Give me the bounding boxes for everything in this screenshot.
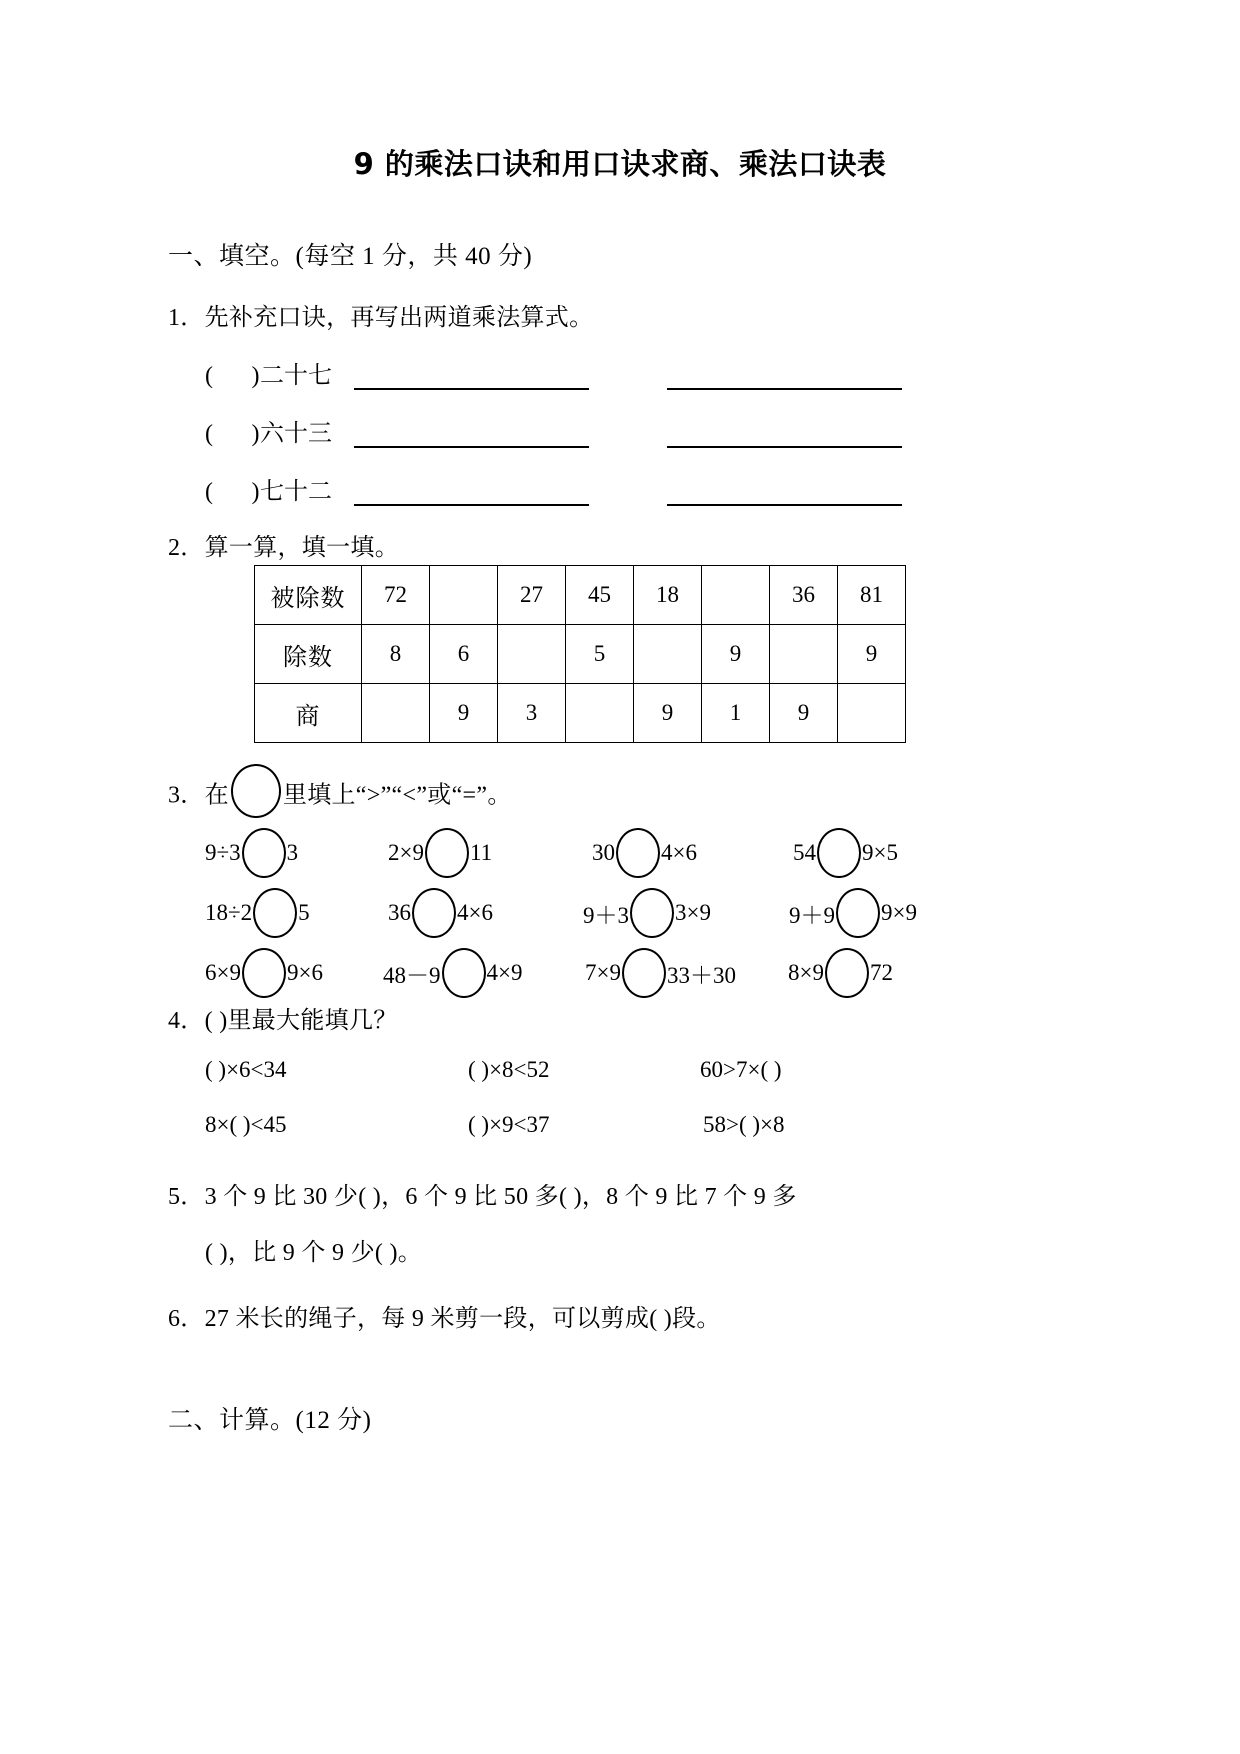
question-5-line-1[interactable]: 5．3 个 9 比 30 少( )，6 个 9 比 50 多( )，8 个 9 比 7 个 9 多 xyxy=(168,1184,797,1210)
table-cell[interactable]: 1 xyxy=(702,684,770,743)
fill-blank-expression[interactable]: 8×( )<45 xyxy=(205,1112,287,1137)
compare-item xyxy=(205,828,298,878)
row-label-quotient: 商 xyxy=(255,684,362,743)
table-cell[interactable] xyxy=(566,684,634,743)
question-6-line[interactable]: 6．27 米长的绳子，每 9 米剪一段，可以剪成( )段。 xyxy=(168,1306,721,1332)
section-heading-1: 一、填空。(每空 1 分，共 40 分) xyxy=(168,243,533,270)
koujue-text: 六十三 xyxy=(260,421,332,447)
table-row xyxy=(255,566,906,625)
table-row xyxy=(255,625,906,684)
table-cell[interactable]: 45 xyxy=(566,566,634,625)
answer-blank-line[interactable] xyxy=(667,424,902,448)
compare-circle-icon[interactable] xyxy=(817,828,861,878)
koujue-text: 二十七 xyxy=(260,363,332,389)
compare-circle-icon[interactable] xyxy=(630,888,674,938)
koujue-blank-paren[interactable]: ( ) xyxy=(205,363,260,389)
compare-right: 3 xyxy=(286,840,299,865)
compare-circle-icon[interactable] xyxy=(242,948,286,998)
table-cell[interactable] xyxy=(838,684,906,743)
koujue-blank-paren[interactable]: ( ) xyxy=(205,479,260,505)
compare-item xyxy=(793,828,898,878)
table-cell[interactable] xyxy=(498,625,566,684)
table-cell[interactable]: 6 xyxy=(430,625,498,684)
compare-right: 5 xyxy=(298,900,310,925)
compare-right: 4×6 xyxy=(661,840,697,865)
table-cell[interactable]: 81 xyxy=(838,566,906,625)
table-row xyxy=(255,684,906,743)
compare-item xyxy=(205,948,323,998)
compare-left: 2×9 xyxy=(388,840,424,865)
koujue-row-2 xyxy=(205,413,902,448)
table-cell[interactable] xyxy=(770,625,838,684)
compare-item xyxy=(583,888,711,938)
compare-left: 36 xyxy=(388,900,411,925)
compare-circle-icon[interactable] xyxy=(442,948,486,998)
table-cell[interactable]: 9 xyxy=(838,625,906,684)
compare-circle-icon[interactable] xyxy=(825,948,869,998)
fill-blank-expression[interactable]: ( )×6<34 xyxy=(205,1057,287,1082)
question-3-prompt-after: 里填上“>”“<”或“=”。 xyxy=(282,782,512,809)
koujue-row-1 xyxy=(205,355,902,390)
compare-item xyxy=(788,948,893,998)
question-1-prompt: 1．先补充口诀，再写出两道乘法算式。 xyxy=(168,305,594,331)
table-cell[interactable] xyxy=(430,566,498,625)
table-cell[interactable]: 3 xyxy=(498,684,566,743)
compare-item xyxy=(592,828,697,878)
question-3-prompt-before: 3．在 xyxy=(168,782,229,809)
section-heading-2: 二、计算。(12 分) xyxy=(168,1407,372,1434)
compare-left: 48－9 xyxy=(383,962,441,988)
question-5-line-2[interactable]: ( )，比 9 个 9 少( )。 xyxy=(205,1240,423,1266)
question-4-prompt: 4．( )里最大能填几？ xyxy=(168,1008,398,1034)
compare-right: 72 xyxy=(869,960,893,985)
table-cell[interactable] xyxy=(634,625,702,684)
koujue-row-3 xyxy=(205,471,902,506)
compare-left: 30 xyxy=(592,840,615,865)
koujue-text: 七十二 xyxy=(260,479,332,505)
compare-item xyxy=(585,948,736,998)
row-label-divisor: 除数 xyxy=(255,625,362,684)
compare-left: 18÷2 xyxy=(205,900,253,925)
compare-circle-icon[interactable] xyxy=(836,888,880,938)
fill-blank-expression[interactable]: ( )×8<52 xyxy=(468,1057,550,1082)
table-cell[interactable] xyxy=(702,566,770,625)
compare-item xyxy=(388,888,493,938)
compare-item xyxy=(388,828,492,878)
compare-left: 6×9 xyxy=(205,960,241,985)
compare-circle-icon[interactable] xyxy=(622,948,666,998)
compare-left: 9＋3 xyxy=(583,902,629,928)
answer-blank-line[interactable] xyxy=(354,424,589,448)
compare-circle-icon[interactable] xyxy=(616,828,660,878)
compare-left: 9＋9 xyxy=(789,902,835,928)
table-cell[interactable]: 9 xyxy=(770,684,838,743)
table-cell[interactable]: 27 xyxy=(498,566,566,625)
table-cell[interactable]: 5 xyxy=(566,625,634,684)
row-label-dividend: 被除数 xyxy=(255,566,362,625)
compare-circle-icon[interactable] xyxy=(425,828,469,878)
compare-right: 9×6 xyxy=(286,960,323,985)
koujue-blank-paren[interactable]: ( ) xyxy=(205,421,260,447)
compare-item xyxy=(789,888,917,938)
table-cell[interactable]: 72 xyxy=(362,566,430,625)
table-cell[interactable]: 9 xyxy=(634,684,702,743)
compare-circle-icon[interactable] xyxy=(253,888,297,938)
compare-circle-icon[interactable] xyxy=(412,888,456,938)
compare-right: 11 xyxy=(469,840,493,865)
table-cell[interactable]: 9 xyxy=(430,684,498,743)
compare-item xyxy=(205,888,310,938)
question-2-prompt: 2．算一算，填一填。 xyxy=(168,535,399,561)
table-cell[interactable]: 36 xyxy=(770,566,838,625)
answer-blank-line[interactable] xyxy=(667,366,902,390)
compare-left: 7×9 xyxy=(585,960,621,985)
division-table xyxy=(254,565,906,743)
table-cell[interactable] xyxy=(362,684,430,743)
division-table-wrapper xyxy=(254,565,906,743)
compare-right: 9×9 xyxy=(881,900,917,925)
compare-left: 9÷3 xyxy=(205,840,241,865)
fill-blank-expression[interactable]: 58>( )×8 xyxy=(703,1112,785,1137)
question-3-prompt xyxy=(168,770,512,824)
fill-blank-expression[interactable]: 60>7×( ) xyxy=(700,1057,782,1082)
compare-circle-icon[interactable] xyxy=(242,828,286,878)
answer-blank-line[interactable] xyxy=(354,366,589,390)
table-cell[interactable]: 8 xyxy=(362,625,430,684)
compare-right: 4×6 xyxy=(457,900,493,925)
compare-circle-icon[interactable] xyxy=(231,764,281,818)
compare-right: 4×9 xyxy=(486,960,523,985)
compare-item xyxy=(383,948,522,998)
compare-left: 54 xyxy=(793,840,816,865)
answer-blank-line[interactable] xyxy=(667,482,902,506)
compare-left: 8×9 xyxy=(788,960,824,985)
compare-right: 33＋30 xyxy=(666,962,736,988)
answer-blank-line[interactable] xyxy=(354,482,589,506)
table-cell[interactable]: 18 xyxy=(634,566,702,625)
table-cell[interactable]: 9 xyxy=(702,625,770,684)
page-title: 9 的乘法口诀和用口诀求商、乘法口诀表 xyxy=(353,147,887,181)
fill-blank-expression[interactable]: ( )×9<37 xyxy=(468,1112,550,1137)
compare-right: 3×9 xyxy=(675,900,711,925)
compare-right: 9×5 xyxy=(862,840,898,865)
